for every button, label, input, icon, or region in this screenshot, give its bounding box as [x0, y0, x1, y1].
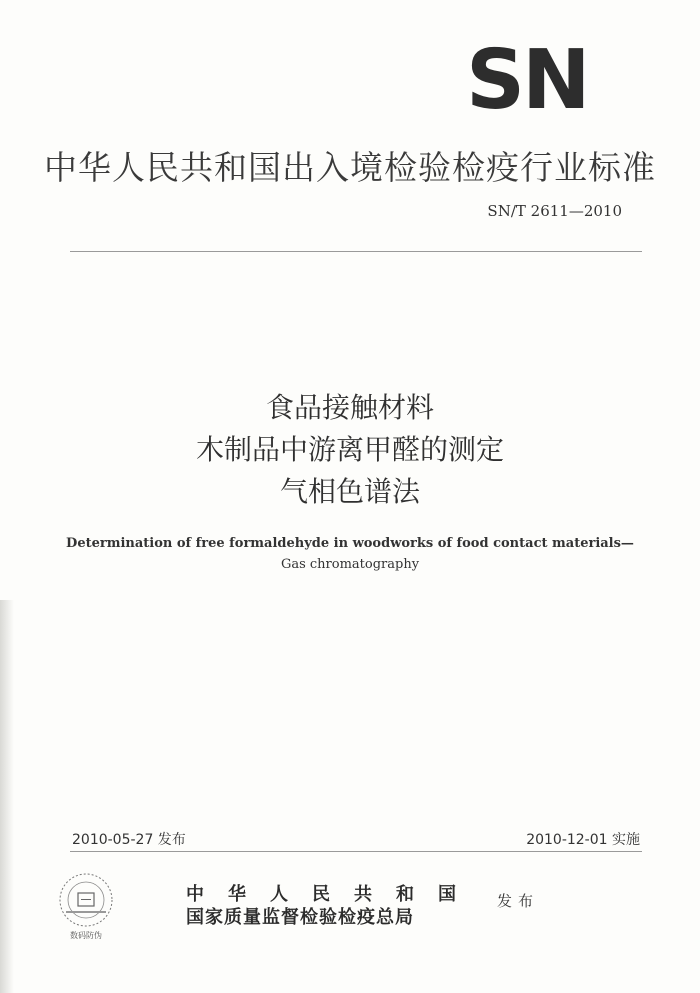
publish-label: 发布: [497, 892, 540, 910]
title-en-line-1: Determination of free formaldehyde in woodworks of food contact materials—: [66, 536, 634, 551]
bottom-divider: [70, 851, 642, 852]
title-cn-line-1: 食品接触材料: [265, 391, 434, 424]
standard-number: SN/T 2611—2010: [487, 202, 622, 220]
anti-counterfeit-seal-icon: [56, 870, 116, 930]
issue-date: 2010-05-27 发布: [72, 832, 186, 848]
seal-label: 数码防伪: [70, 931, 102, 940]
issuer-line-1: 中华人民共和国: [186, 884, 480, 905]
title-en-line-2: Gas chromatography: [280, 557, 420, 572]
scan-edge-shadow: [0, 600, 14, 993]
top-divider: [70, 251, 642, 252]
sn-logo: SN: [466, 33, 588, 128]
issuer-line-2: 国家质量监督检验检疫总局: [186, 907, 414, 928]
title-cn-line-2: 木制品中游离甲醛的测定: [195, 433, 504, 466]
organization-title: 中华人民共和国出入境检验检疫行业标准: [44, 148, 656, 187]
title-cn-line-3: 气相色谱法: [279, 475, 420, 508]
implementation-date: 2010-12-01 实施: [526, 832, 640, 848]
